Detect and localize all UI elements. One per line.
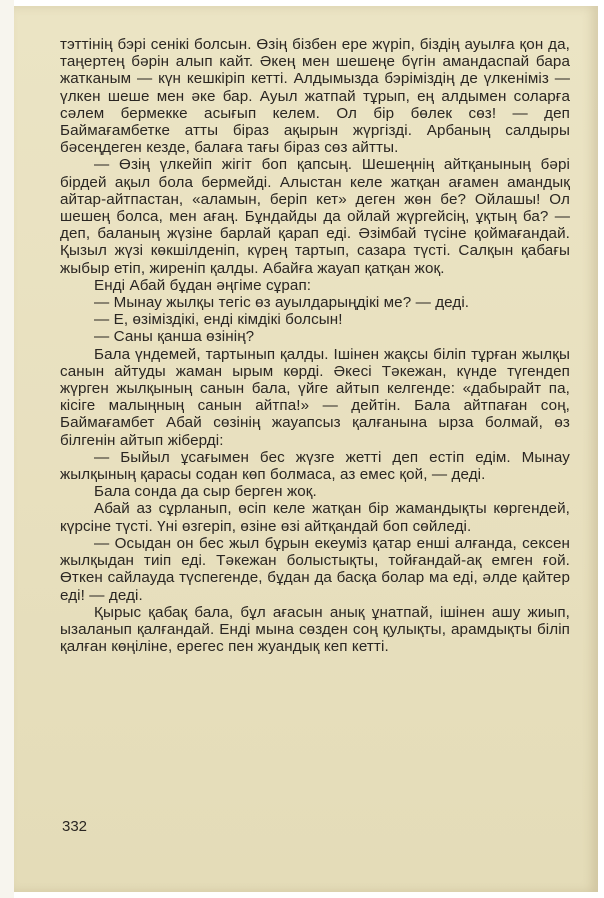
paragraph: Бала үндемей, тартынып қалды. Ішінен жақсы біліп тұрған жылқы санын айтуды жаман ырым көрді. Әкесі Тәкежан, күнде түгендеп жүрген жылқының санын бала, үйге айтып келгенде: «дабырайт па, кісіге малыңның санын айтпа!» — дейтін. Бала айтпаған соң, Баймағамбет Абай сөзінің жауапсыз қалғанына ырза болмай, өз білгенін айтып жіберді: <box>60 345 570 449</box>
dialogue-line: — Осыдан он бес жыл бұрын екеуміз қатар енші алғанда, сексен жылқыдан тиіп еді. Тәкежан болыстықты, тойғандай-ақ емген ғой. Өткен сайлауда түспегенде, бұдан да басқа болар ма еді, әлде қайтер еді! — деді. <box>60 534 570 604</box>
dialogue-line: — Быйыл ұсағымен бес жүзге жетті деп естіп едім. Мынау жылқының қарасы содан көп болмаса, аз емес қой, — деді. <box>60 448 570 484</box>
dialogue-line: — Саны қанша өзінің? <box>94 328 255 346</box>
page-number: 332 <box>62 818 88 835</box>
scan-margin <box>0 0 14 898</box>
dialogue-line: — Мынау жылқы тегіс өз ауылдарыңдікі ме? — деді. <box>94 294 470 312</box>
paragraph: — Өзің үлкейіп жігіт боп қапсың. Шешеңнің айтқанының бәрі бірдей ақыл бола бермейді. Алыстан келе жатқан ағамен амандық айтар-айтпастан, «аламын, беріп кет» деген жөн бе? Ойлашы! Ол шешең болса, мен ағаң. Бұндайды да ойлай жүргейсің, ұқтың ба? — деп, баланың жүзіне барлай қарап еді. Әзімбай түсіне қоймағандай. Қызыл жүзі көкшілденіп, күрең тартып, сазара түсті. Салқын қабағы жыбыр етіп, жиреніп қалды. Абайға жауап қатқан жоқ. <box>60 156 570 277</box>
paragraph: Абай аз сұрланып, өсіп келе жатқан бір жамандықты көргендей, күрсіне түсті. Үні өзгеріп, өзіне өзі айтқандай боп сөйледі. <box>60 500 570 535</box>
paragraph: Бала сонда да сыр берген жоқ. <box>94 483 317 501</box>
paragraph: Қырыс қабақ бала, бұл ағасын анық ұнатпай, ішінен ашу жиып, ызаланып қалғандай. Енді мына сөзден соң қулықты, арамдықты біліп қалған көңіліне, ерегес пен жуандық кеп кетті. <box>60 603 570 656</box>
dialogue-line: — Е, өзіміздікі, енді кімдікі болсын! <box>94 311 343 329</box>
paragraph: Енді Абай бұдан әңгіме сұрап: <box>94 276 312 294</box>
page-body-text <box>60 36 570 655</box>
paragraph: тэттінің бэрі сенікі болсын. Өзің бізбен ере жүріп, біздің ауылға қон да, таңертең бәрін алып кайт. Әкең мен шешеңе бүгін амандаспай бара жатканым — күн кешкіріп кетті. Алдымызда бэріміздің де үлкеніміз — үлкен шеше мен әке бар. Ауыл жатпай тұрып, ең алдымен соларға сәлем бермекке асығып келем. Ол бір бөлек сөз! — деп Баймағамбетке атты біраз ақырын жүргізді. Арбаның салдыры бәсеңдеген кезде, балаға тағы біраз сөз айтты. <box>60 36 570 157</box>
